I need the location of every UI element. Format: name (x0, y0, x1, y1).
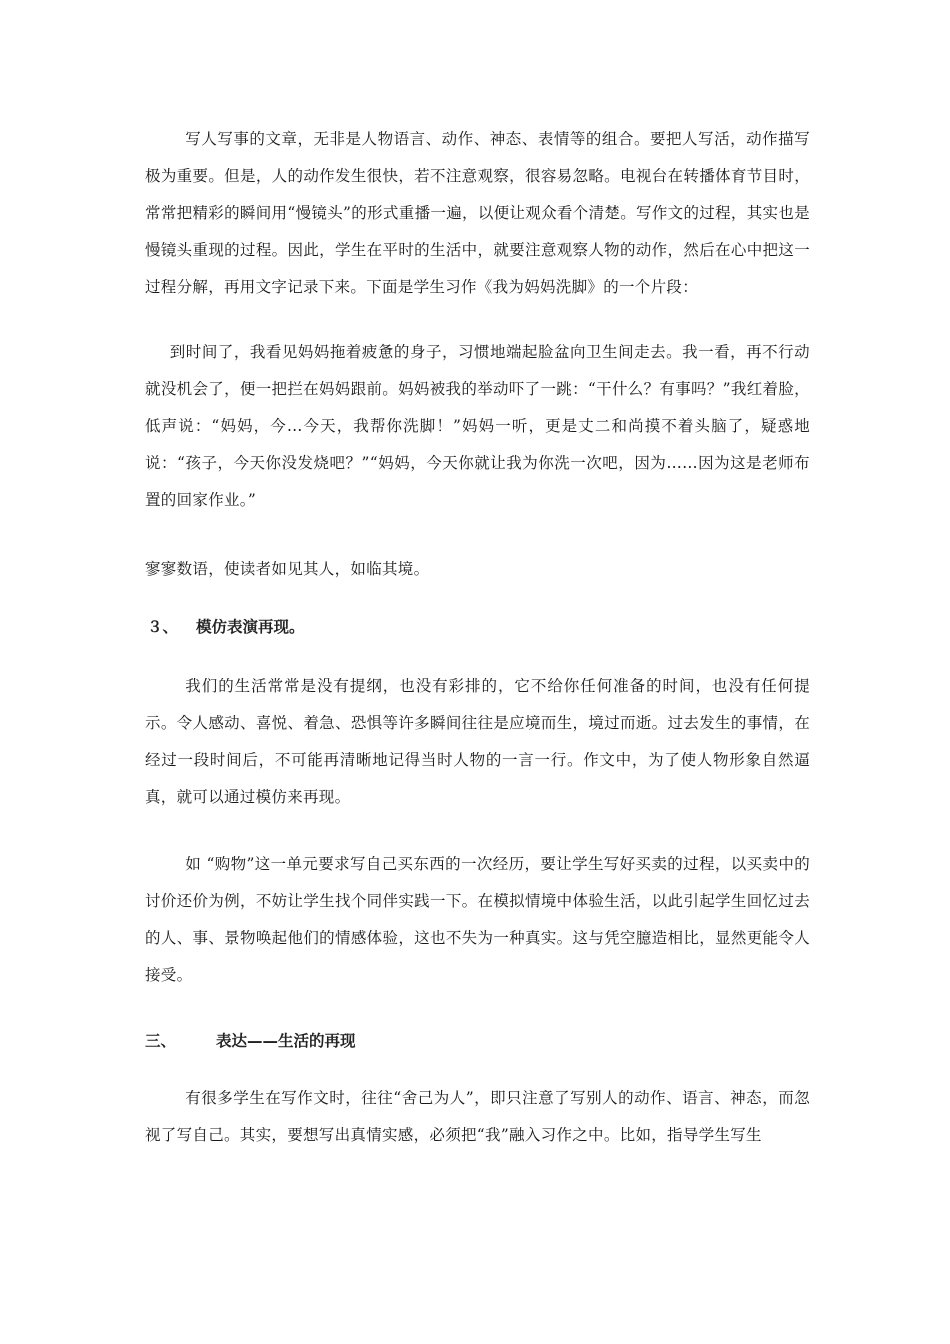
section-heading-3 (147, 609, 305, 646)
section-number-3: ３、 (147, 618, 179, 636)
paragraph-excerpt: 到时间了，我看见妈妈拖着疲惫的身子，习惯地端起脸盆向卫生间走去。我一看，再不行动就没机会了，便一把拦在妈妈跟前。妈妈被我的举动吓了一跳：“干什么？有事吗？”我红着脸，低声说：“妈妈，今…今天，我帮你洗脚！”妈妈一听，更是丈二和尚摸不着头脑了，疑惑地说：“孩子，今天你没发烧吧？”“妈妈，今天你就让我为你洗一次吧，因为……因为这是老师布置的回家作业。” (145, 343, 810, 509)
section-heading-san (145, 1023, 356, 1060)
paragraph-summary: 寥寥数语，使读者如见其人，如临其境。 (145, 560, 430, 578)
paragraph-self: 有很多学生在写作文时，往往“舍己为人”，即只注意了写别人的动作、语言、神态，而忽视了写自己。其实，要想写出真情实感，必须把“我”融入习作之中。比如，指导学生写生 (145, 1089, 810, 1144)
section-title-san: 表达——生活的再现 (216, 1032, 356, 1050)
paragraph-intro: 写人写事的文章，无非是人物语言、动作、神态、表情等的组合。要把人写活，动作描写极为重要。但是，人的动作发生很快，若不注意观察，很容易忽略。电视台在转播体育节目时，常常把精彩的瞬间用“慢镜头”的形式重播一遍，以便让观众看个清楚。写作文的过程，其实也是慢镜头重现的过程。因此，学生在平时的生活中，就要注意观察人物的动作，然后在心中把这一过程分解，再用文字记录下来。下面是学生习作《我为妈妈洗脚》的一个片段： (145, 130, 810, 296)
section-title-3: 模仿表演再现。 (196, 618, 305, 636)
paragraph-shopping: 如 “购物”这一单元要求写自己买东西的一次经历，要让学生写好买卖的过程，以买卖中的讨价还价为例，不妨让学生找个同伴实践一下。在模拟情境中体验生活，以此引起学生回忆过去的人、事、景物唤起他们的情感体验，这也不失为一种真实。这与凭空臆造相比，显然更能令人接受。 (145, 855, 810, 984)
section-number-san: 三、 (145, 1032, 177, 1050)
paragraph-life: 我们的生活常常是没有提纲，也没有彩排的，它不给你任何准备的时间，也没有任何提示。令人感动、喜悦、着急、恐惧等许多瞬间往往是应境而生，境过而逝。过去发生的事情，在经过一段时间后，不可能再清晰地记得当时人物的一言一行。作文中，为了使人物形象自然逼真，就可以通过模仿来再现。 (145, 677, 810, 806)
